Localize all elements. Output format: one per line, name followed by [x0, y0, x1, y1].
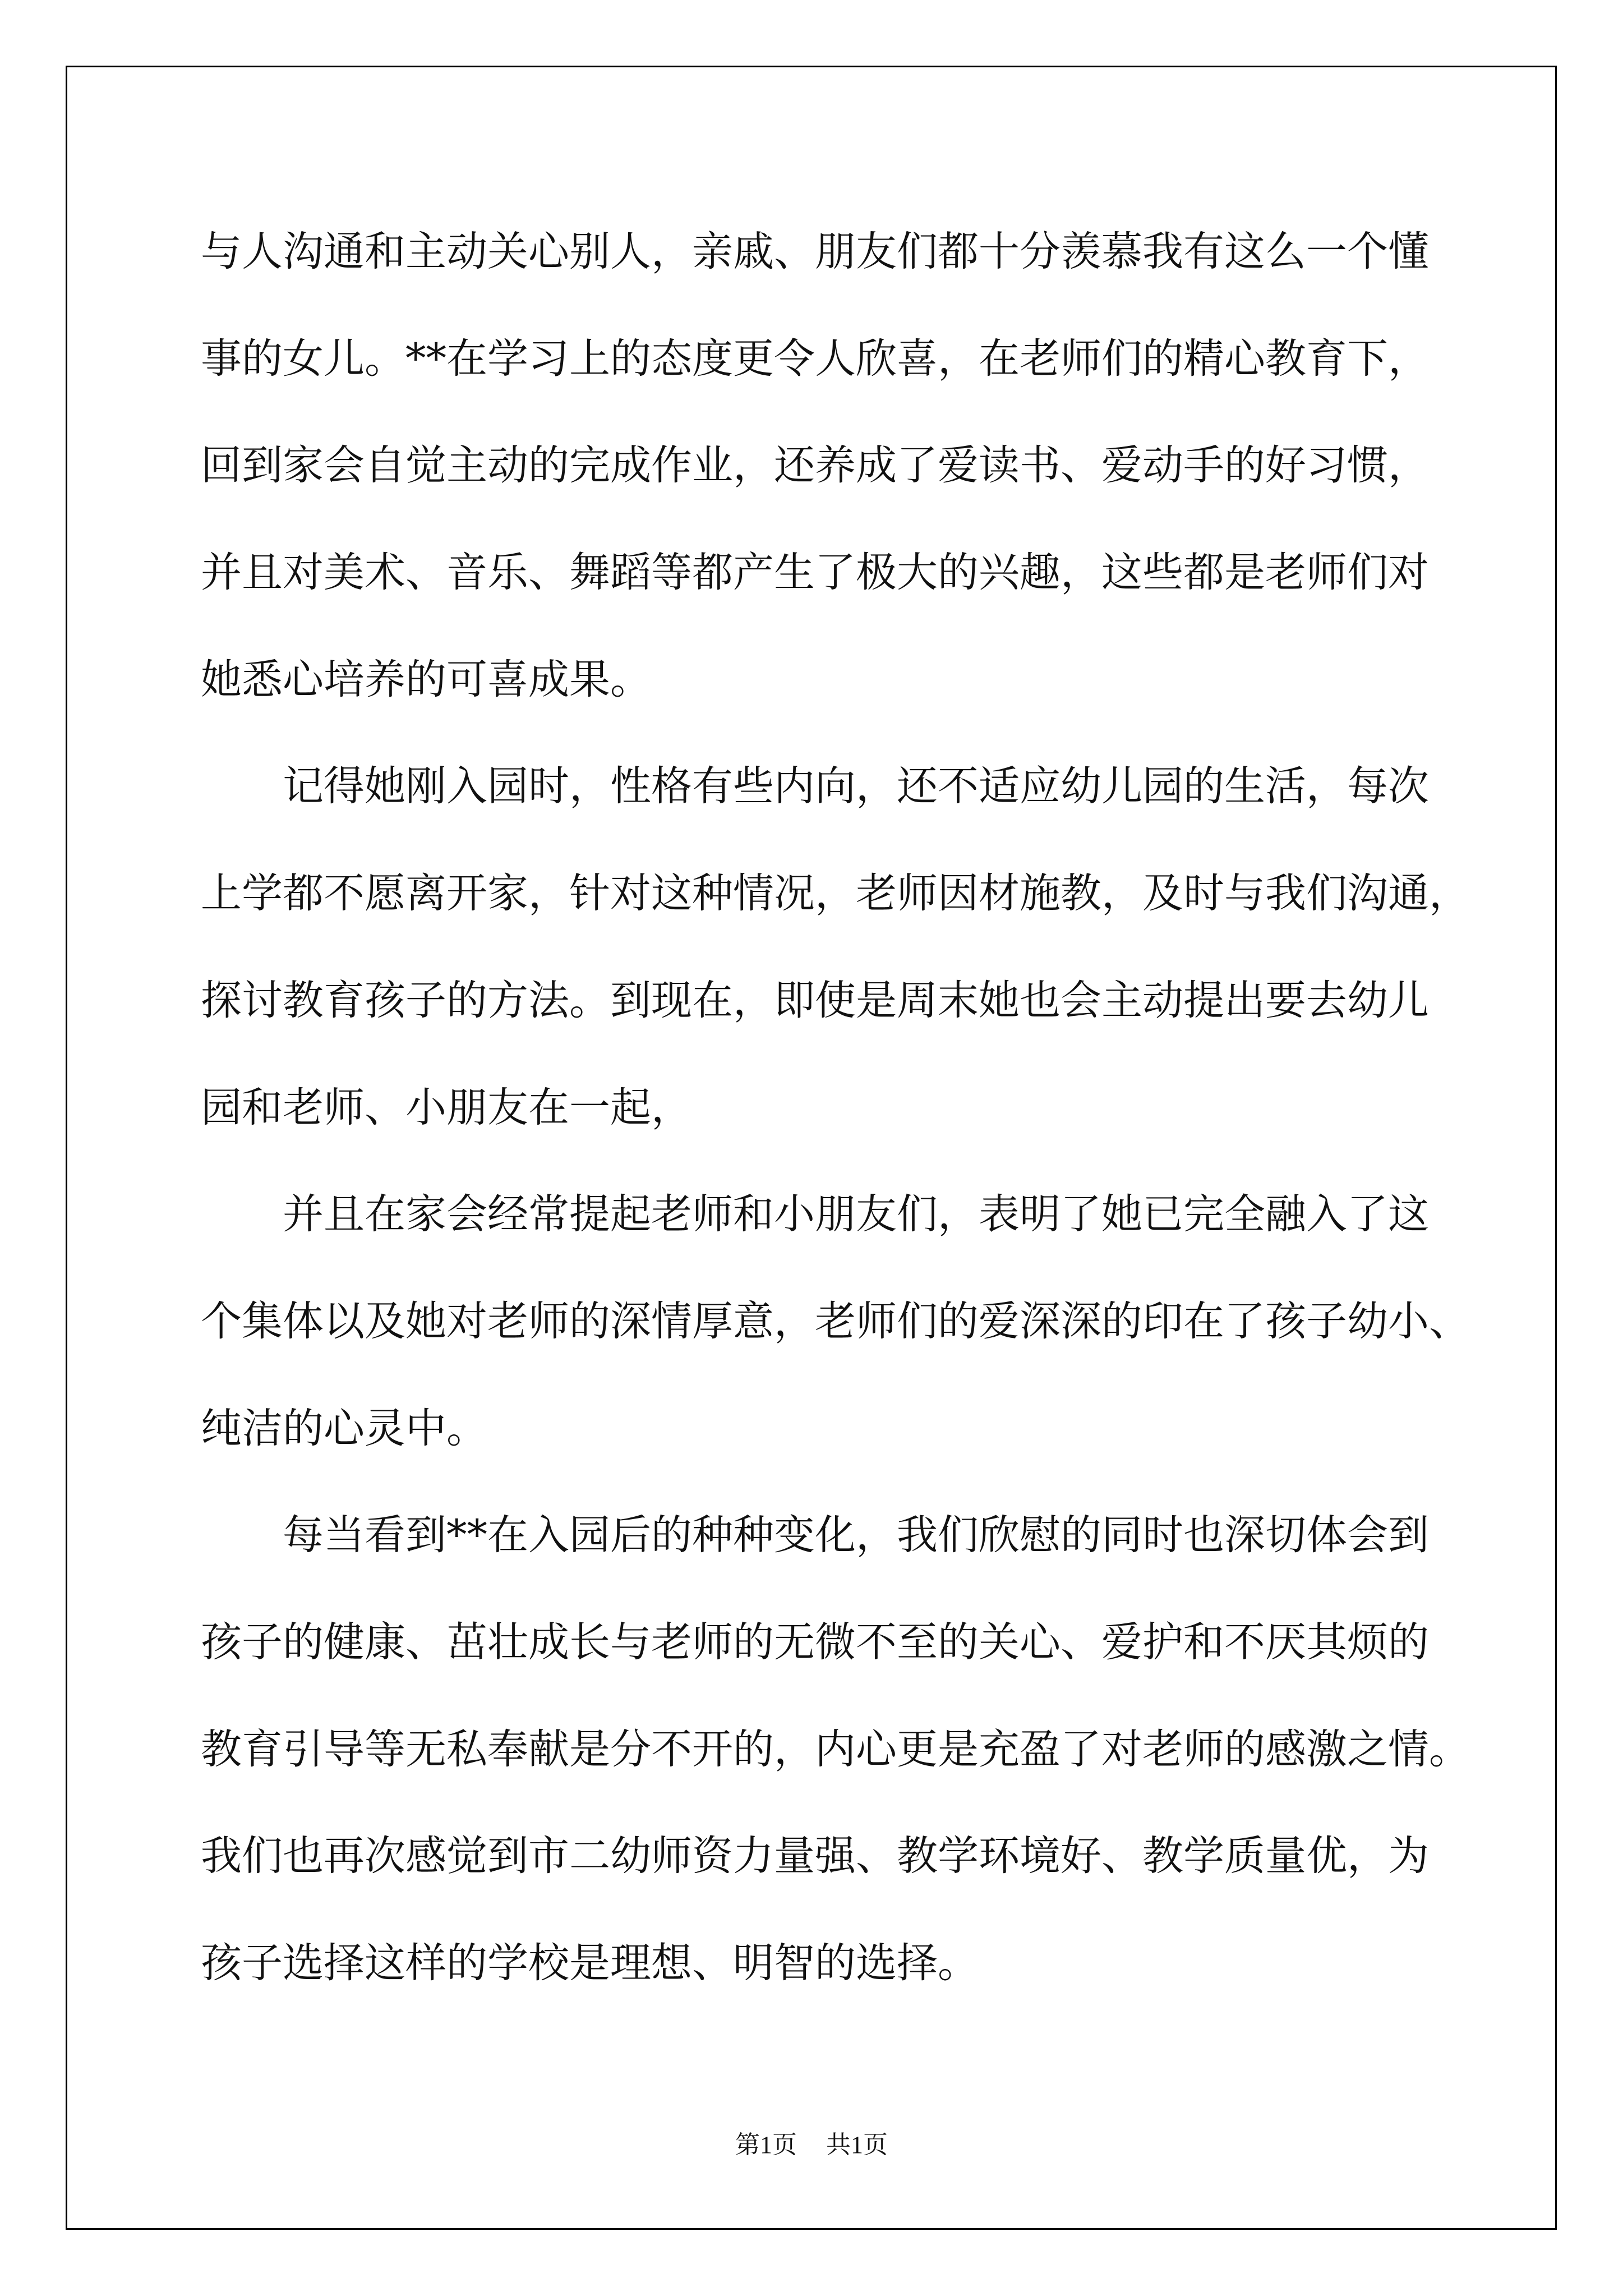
text-line: 并且对美术、音乐、舞蹈等都产生了极大的兴趣，这些都是老师们对 [201, 549, 1429, 597]
page-number-label: 第1页 [735, 2131, 797, 2159]
text-line: 并且在家会经常提起老师和小朋友们，表明了她已完全融入了这 [283, 1190, 1429, 1239]
text-line: 孩子的健康、茁壮成长与老师的无微不至的关心、爱护和不厌其烦的 [201, 1618, 1429, 1666]
text-line: 回到家会自觉主动的完成作业，还养成了爱读书、爱动手的好习惯， [201, 441, 1429, 490]
page-total-label: 共1页 [826, 2131, 888, 2159]
text-line: 探讨教育孩子的方法。到现在，即使是周末她也会主动提出要去幼儿 [201, 976, 1429, 1024]
text-line: 纯洁的心灵中。 [201, 1404, 487, 1452]
text-line: 我们也再次感觉到市二幼师资力量强、教学环境好、教学质量优，为 [201, 1832, 1429, 1880]
paragraph [201, 199, 1536, 733]
text-line: 她悉心培养的可喜成果。 [201, 655, 651, 703]
text-line: 个集体以及她对老师的深情厚意，老师们的爱深深的印在了孩子幼小、 [201, 1297, 1470, 1345]
text-line: 记得她刚入园时，性格有些内向，还不适应幼儿园的生活，每次 [283, 762, 1429, 811]
page-footer [0, 2129, 1623, 2161]
paragraph [201, 1161, 1536, 1482]
text-line: 事的女儿。**在学习上的态度更令人欣喜，在老师们的精心教育下， [201, 334, 1429, 383]
text-line: 园和老师、小朋友在一起， [201, 1083, 692, 1131]
text-line: 孩子选择这样的学校是理想、明智的选择。 [201, 1939, 979, 1987]
paragraph [201, 1482, 1536, 2017]
text-line: 与人沟通和主动关心别人，亲戚、朋友们都十分羡慕我有这么一个懂 [201, 228, 1429, 275]
text-line: 教育引导等无私奉献是分不开的，内心更是充盈了对老师的感激之情。 [201, 1725, 1470, 1773]
document-body [201, 199, 1536, 2017]
paragraph [201, 733, 1536, 1161]
text-line: 上学都不愿离开家，针对这种情况，老师因材施教，及时与我们沟通， [201, 869, 1470, 918]
text-line: 每当看到**在入园后的种种变化，我们欣慰的同时也深切体会到 [283, 1511, 1429, 1559]
